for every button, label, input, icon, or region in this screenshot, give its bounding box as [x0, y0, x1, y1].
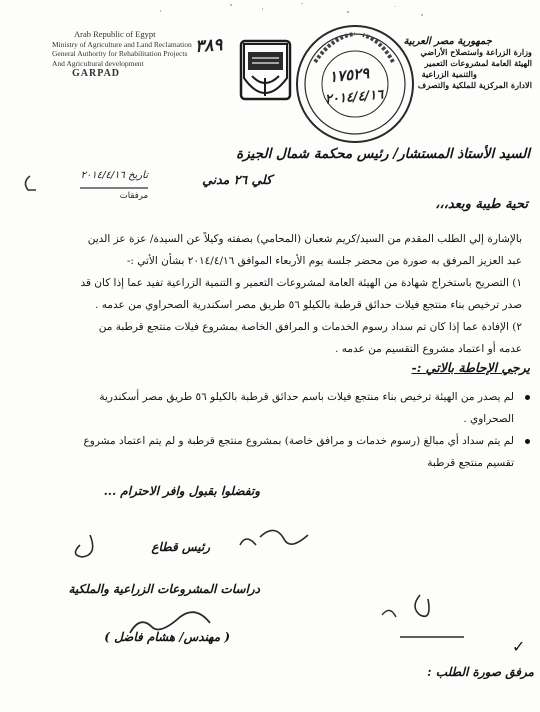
letterhead-en-line: Ministry of Agriculture and Land Reclamation — [52, 39, 192, 49]
side-note-attachments: مرفقات — [119, 191, 148, 201]
check-mark-icon: ✓ — [512, 637, 526, 656]
body-item-1a: ١) التصريح باستخراج شهادة من الهيئة العامة لمشروعات التعمير و التنمية الزراعية تفيد عما إذا كان قد — [80, 277, 522, 289]
letterhead-arabic — [347, 36, 532, 91]
signature-name: ( مهندس/ هشام فاضل ) — [104, 630, 230, 644]
letterhead-en-line: Arab Republic of Egypt — [74, 29, 156, 39]
response-bullet-1b: الصحراوي . — [463, 413, 514, 425]
letterhead-ar-line: جمهورية مصر العربية — [403, 36, 492, 47]
response-bullet-1a: لم يصدر من الهيئة ترخيص بناء منتجع فيلات باسم حدائق قرطبة بالكيلو ٥٦ طريق مصر أسكندرية — [99, 391, 514, 403]
greeting: تحية طيبة وبعد،،، — [435, 197, 528, 212]
attachment-note: مرفق صورة الطلب : — [427, 665, 534, 679]
letterhead-en-garpad: GARPAD — [72, 68, 121, 80]
recipient-line: السيد الأستاذ المستشار/ رئيس محكمة شمال الجيزة — [236, 146, 530, 162]
letterhead-en-line: General Authority for Rehabilitation Projects — [52, 49, 188, 59]
body-item-2b: عدمه أو اعتماد مشروع التقسيم من عدمه . — [335, 343, 522, 355]
signature-title-2: دراسات المشروعات الزراعية والملكية — [68, 582, 260, 596]
case-reference: كلي ٢٦ مدني — [202, 172, 272, 187]
initials-scribble — [380, 585, 470, 645]
side-note — [20, 168, 150, 208]
body-intro-1: بالإشارة إلي الطلب المقدم من السيد/كريم شعبان (المحامي) بصفته وكيلاً عن السيدة/ عزة عز الدين — [87, 233, 522, 245]
response-bullet-2a: لم يتم سداد أي مبالغ (رسوم خدمات و مرافق خاصة) بمشروع منتجع قرطبة و لم يتم اعتماد مشروع — [83, 435, 514, 447]
closing-line: وتفضلوا بقبول وافر الاحترام ... — [103, 484, 260, 498]
side-note-date: تاريخ ٢٠١٤/٤/١٦ — [80, 170, 148, 181]
signature-title-1: رئيس قطاع — [151, 540, 210, 554]
body-intro-2: عبد العزيز المرفق به صورة من محضر جلسة يوم الأربعاء الموافق ٢٠١٤/٤/١٦ بشأن الأتي :- — [126, 255, 522, 267]
letterhead-english — [52, 30, 202, 79]
stamp-number: ١٧٥٢٩ — [328, 63, 371, 87]
body-item-1b: صدر ترخيص بناء منتجع فيلات حدائق قرطبة بالكيلو ٥٦ طريق مصر اسكندرية الصحراوي من عدمه . — [95, 299, 522, 311]
letterhead-ar-line: وزارة الزراعة واستصلاح الأراضي — [420, 47, 532, 57]
letterhead-ar-line: الهيئة العامة لمشروعات التعمير — [424, 58, 532, 68]
emblem-logo — [238, 38, 293, 110]
letterhead-en-line: And Agricultural development — [52, 58, 144, 68]
handwritten-ref: ٣٨٩ — [194, 35, 224, 57]
response-bullet-2b: تقسيم منتجع قرطبة — [427, 457, 514, 469]
response-heading: يرجي الإحاطة بالاتي :- — [411, 360, 530, 375]
signature-scribble — [70, 515, 330, 635]
letterhead-ar-line: والتنمية الزراعية — [421, 69, 477, 79]
body-item-2a: ٢) الإفادة عما إذا كان تم سداد رسوم الخدمات و المرافق الخاصة بمشروع فيلات منتجع قرطبة من — [98, 321, 522, 333]
letterhead-ar-line: الادارة المركزية للملكية والتصرف — [417, 80, 532, 90]
bullet-dot-icon — [525, 395, 530, 400]
bullet-dot-icon — [525, 439, 530, 444]
stamp-date: ٢٠١٤/٤/١٦ — [324, 87, 384, 108]
